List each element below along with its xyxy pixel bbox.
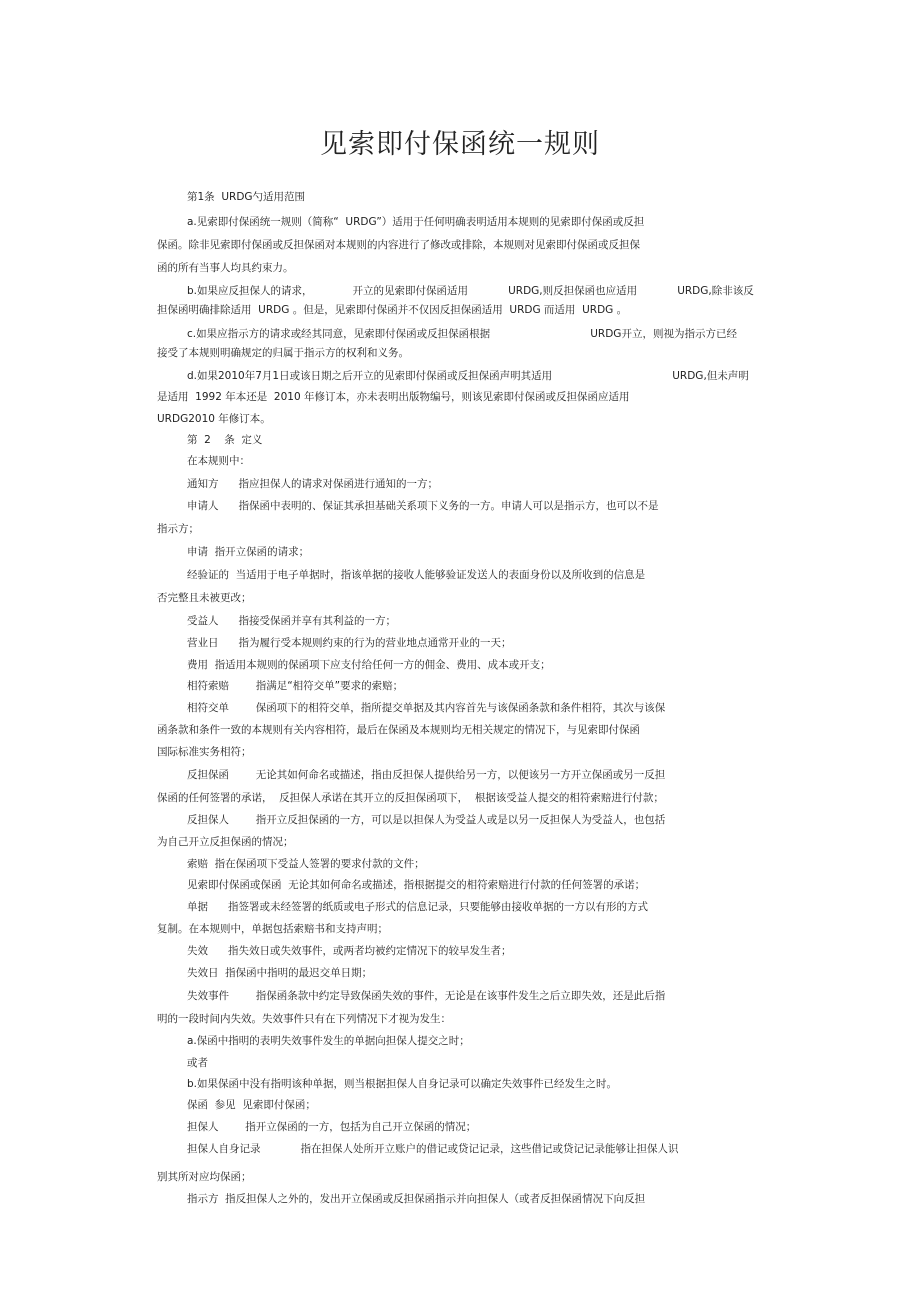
text-line: 相符索赔 指满足“相符交单”要求的索赔； — [187, 680, 404, 692]
text-line: 接受了本规则明确规定的归属于指示方的权利和义务。 — [157, 347, 409, 359]
text-line: URDG2010 年修订本。 — [157, 413, 271, 425]
text-line: 国际标准实务相符； — [157, 746, 252, 758]
text-line: b.如果应反担保人的请求， 开立的见索即付保函适用 URDG,则反担保函也应适用 URDG,除非该反 — [187, 285, 754, 297]
text-line: 失效事件 指保函条款中约定导致保函失效的事件，无论是在该事件发生之后立即失效，还是此后指 — [187, 990, 666, 1002]
text-line: 否完整且未被更改； — [157, 592, 252, 604]
text-line: 担保人自身记录 指在担保人处所开立账户的借记或贷记记录，这些借记或贷记记录能够让担保人识 — [187, 1143, 679, 1155]
text-line: a.保函中指明的表明失效事件发生的单据向担保人提交之时； — [187, 1035, 470, 1047]
document-title: 见索即付保函统一规则 — [320, 129, 600, 160]
text-line: 担保函明确排除适用 URDG 。但是，见索即付保函并不仅因反担保函适用 URDG 而适用 URDG 。 — [157, 304, 628, 316]
text-line: 指示方 指反担保人之外的，发出开立保函或反担保函指示并向担保人（或者反担保函情况下向反担 — [187, 1193, 646, 1205]
text-line: 通知方 指应担保人的请求对保函进行通知的一方； — [187, 478, 439, 490]
text-line: 相符交单 保函项下的相符交单，指所提交单据及其内容首先与该保函条款和条件相符，其次与该保 — [187, 702, 666, 714]
text-line: 函的所有当事人均具约束力。 — [157, 262, 294, 274]
text-line: 失效 指失效日或失效事件，或两者均被约定情况下的较早发生者； — [187, 945, 512, 957]
text-line: 申请人 指保函中表明的、保证其承担基础关系项下义务的一方。申请人可以是指示方，也可以不是 — [187, 500, 659, 512]
text-line: 失效日 指保函中指明的最迟交单日期； — [187, 967, 373, 979]
text-line: 担保人 指开立保函的一方，包括为自己开立保函的情况； — [187, 1121, 477, 1133]
text-line: 指示方； — [157, 523, 199, 535]
text-line: 索赔 指在保函项下受益人签署的要求付款的文件； — [187, 858, 425, 870]
text-line: 或者 — [187, 1057, 208, 1069]
text-line: 是适用 1992 年本还是 2010 年修订本，亦未表明出版物编号，则该见索即付保函或反担保函应适用 — [157, 391, 630, 403]
text-line: 第1条 URDG勺适用范围 — [187, 191, 306, 203]
text-line: d.如果2010年7月1日或该日期之后开立的见索即付保函或反担保函声明其适用 URDG,但未声明 — [187, 370, 749, 382]
text-line: c.如果应指示方的请求或经其同意，见索即付保函或反担保函根据 URDG开立，则视为指示方已经 — [187, 328, 737, 340]
text-line: 函条款和条件一致的本规则有关内容相符，最后在保函及本规则均无相关规定的情况下，与见索即付保函 — [157, 724, 640, 736]
text-line: 费用 指适用本规则的保函项下应支付给任何一方的佣金、费用、成本或开支； — [187, 659, 551, 671]
text-line: 明的一段时间内失效。失效事件只有在下列情况下才视为发生： — [157, 1013, 451, 1025]
text-line: 第 2 条 定义 — [187, 434, 263, 446]
text-line: 单据 指签署或未经签署的纸质或电子形式的信息记录，只要能够由接收单据的一方以有形的方式 — [187, 901, 649, 913]
text-line: 反担保人 指开立反担保函的一方，可以是以担保人为受益人或是以另一反担保人为受益人，也包括 — [187, 814, 666, 826]
text-line: 受益人 指接受保函并享有其利益的一方； — [187, 615, 397, 627]
text-line: 保函。除非见索即付保函或反担保函对本规则的内容进行了修改或排除，本规则对见索即付保函或反担保 — [157, 239, 640, 251]
text-line: 见索即付保函或保函 无论其如何命名或描述，指根据提交的相符索赔进行付款的任何签署的承诺； — [187, 879, 646, 891]
text-line: 保函的任何签署的承诺， 反担保人承诺在其开立的反担保函项下， 根据该受益人提交的相符索赔进行付款； — [157, 792, 664, 804]
text-line: 复制。在本规则中，单据包括索赔书和支持声明； — [157, 923, 388, 935]
text-line: 在本规则中： — [187, 455, 250, 467]
text-line: 经验证的 当适用于电子单据时，指该单据的接收人能够验证发送人的表面身份以及所收到的信息是 — [187, 569, 646, 581]
text-line: 为自己开立反担保函的情况； — [157, 836, 294, 848]
text-line: 反担保函 无论其如何命名或描述，指由反担保人提供给另一方，以便该另一方开立保函或另一反担 — [187, 769, 666, 781]
text-line: 别其所对应均保函； — [157, 1171, 252, 1183]
text-line: b.如果保函中没有指明该种单据，则当根据担保人自身记录可以确定失效事件已经发生之时。 — [187, 1078, 618, 1090]
text-line: 保函 参见 见索即付保函； — [187, 1099, 316, 1111]
text-line: 申请 指开立保函的请求； — [187, 546, 310, 558]
text-line: a.见索即付保函统一规则（简称“ URDG”）适用于任何明确表明适用本规则的见索即付保函或反担 — [187, 216, 645, 228]
text-line: 营业日 指为履行受本规则约束的行为的营业地点通常开业的一天； — [187, 637, 512, 649]
